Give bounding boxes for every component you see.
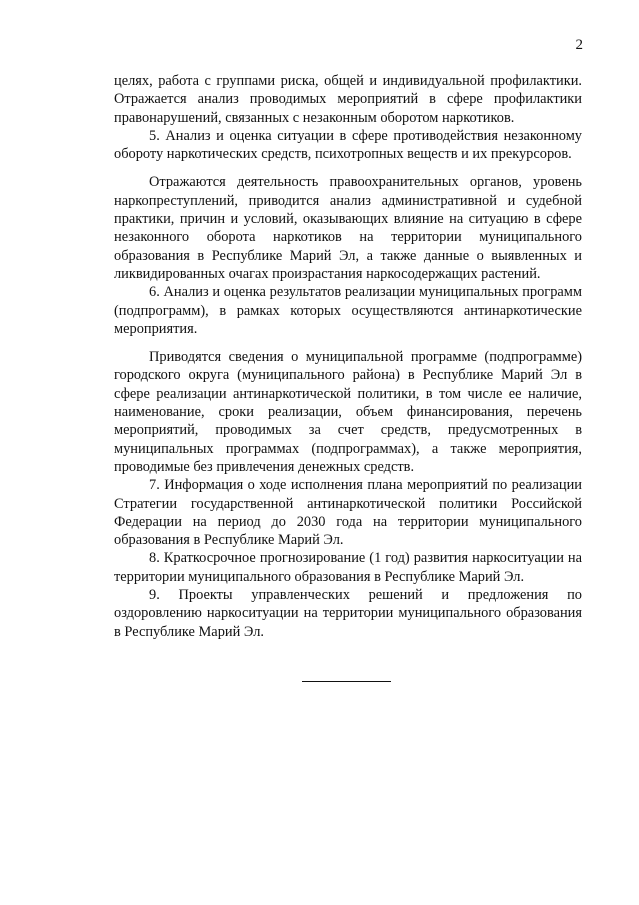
paragraph-item-7: 7. Информация о ходе исполнения плана мероприятий по реализации Стратегии государственной антинаркотической политики Российской Федерации на период до 2030 года на территории муниципального образования в Республике Марий Эл.	[114, 477, 582, 549]
paragraph-item-6: 6. Анализ и оценка результатов реализации муниципальных программ (подпрограмм), в рамках которых осуществляются антинаркотические мероприятия.	[114, 284, 582, 337]
paragraph-municipal-program: Приводятся сведения о муниципальной программе (подпрограмме) городского округа (муниципального района) в Республике Марий Эл в сфере реализации антинаркотической политики, в том числе ее наличие, наименование, сроки реализации, объем финансирования, перечень мероприятий, проводимых за счет средств, предусмотренных в муниципальных программах (подпрограммах), а также мероприятия, проводимые без привлечения денежных средств.	[114, 349, 582, 475]
paragraph-item-8: 8. Краткосрочное прогнозирование (1 год) развития наркоситуации на территории муниципального образования в Республике Марий Эл.	[114, 550, 582, 585]
paragraph-item-5: 5. Анализ и оценка ситуации в сфере противодействия незаконному обороту наркотических средств, психотропных веществ и их прекурсоров.	[114, 127, 582, 163]
page-number: 2	[575, 37, 583, 53]
document-body	[114, 72, 582, 641]
paragraph-item-9: 9. Проекты управленческих решений и предложения по оздоровлению наркоситуации на территории муниципального образования в Республике Марий Эл.	[114, 587, 582, 640]
paragraph-law-enforcement: Отражаются деятельность правоохранительных органов, уровень наркопреступлений, приводится анализ административной и судебной практики, причин и условий, оказывающих влияние на ситуацию в сфере незаконного оборота наркотиков на территории муниципального образования в Республике Марий Эл, а также данные о выявленных и ликвидированных очагах произрастания наркосодержащих растений.	[114, 174, 582, 282]
paragraph-continuation: целях, работа с группами риска, общей и индивидуальной профилактики. Отражается анализ проводимых мероприятий в сфере профилактики правонарушений, связанных с незаконным оборотом наркотиков.	[114, 73, 582, 126]
end-of-document-rule	[302, 681, 391, 682]
